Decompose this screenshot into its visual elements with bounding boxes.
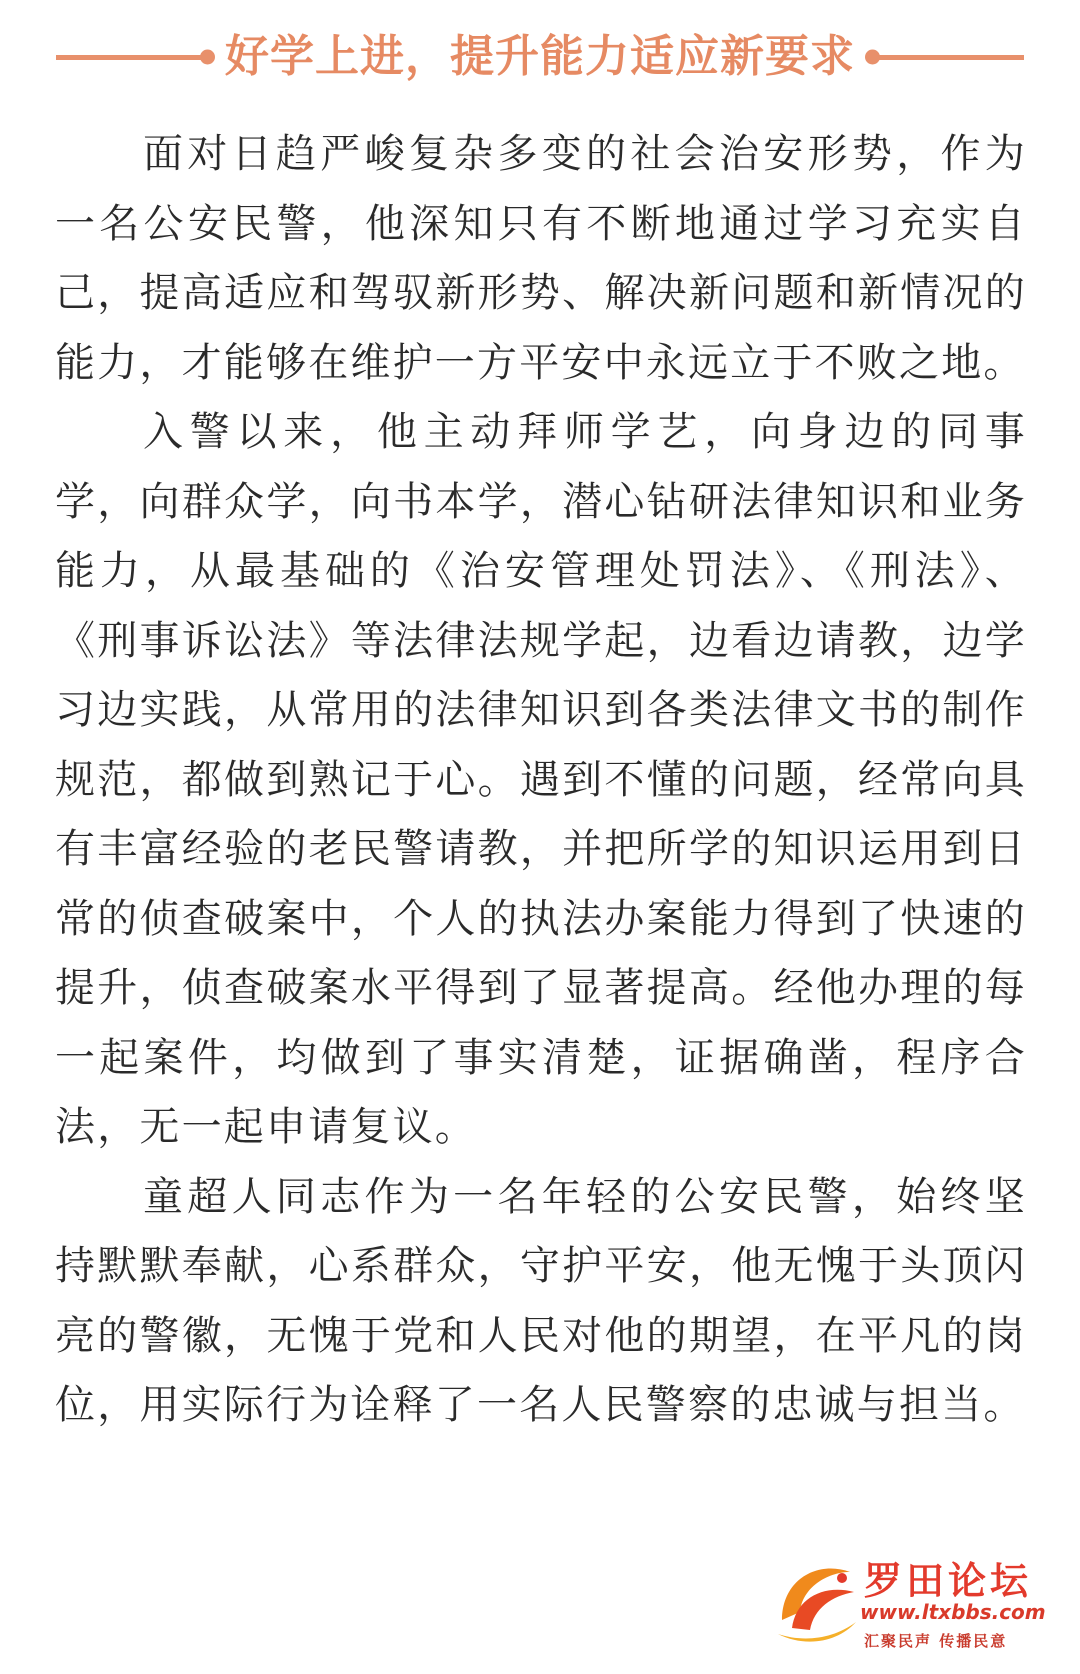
forum-watermark [772,1546,1052,1666]
paragraph-2: 入警以来，他主动拜师学艺，向身边的同事学，向群众学，向书本学，潜心钻研法律知识和业务能力，从最基础的《治安管理处罚法》、《刑法》、《刑事诉讼法》等法律法规学起，边看边请教，边学习边实践，从常用的法律知识到各类法律文书的制作规范，都做到熟记于心。遇到不懂的问题，经常向具有丰富经验的老民警请教，并把所学的知识运用到日常的侦查破案中，个人的执法办案能力得到了快速的提升，侦查破案水平得到了显著提高。经他办理的每一起案件，均做到了事实清楚，证据确凿，程序合法，无一起申请复议。 [55,409,1027,1150]
phoenix-logo-icon [772,1550,862,1646]
section-header [56,22,1024,92]
header-right-dot [865,50,880,65]
article-body [55,120,1027,1441]
section-title: 好学上进，提升能力适应新要求 [225,31,855,82]
header-left-dot [200,50,215,65]
paragraph-3: 童超人同志作为一名年轻的公安民警，始终坚持默默奉献，心系群众，守护平安，他无愧于头顶闪亮的警徽，无愧于党和人民对他的期望，在平凡的岗位，用实际行为诠释了一名人民警察的忠诚与担当。 [55,1173,1027,1428]
header-right-rule [869,55,1024,60]
watermark-forum-name: 罗田论坛 [864,1559,1033,1603]
paragraph-1: 面对日趋严峻复杂多变的社会治安形势，作为一名公安民警，他深知只有不断地通过学习充实自己，提高适应和驾驭新形势、解决新问题和新情况的能力，才能够在维护一方平安中永远立于不败之地。 [55,131,1027,386]
watermark-slogan: 汇聚民声 传播民意 [864,1632,1008,1650]
header-left-rule [56,55,211,60]
watermark-url: www.ltxbbs.com [860,1600,1046,1624]
